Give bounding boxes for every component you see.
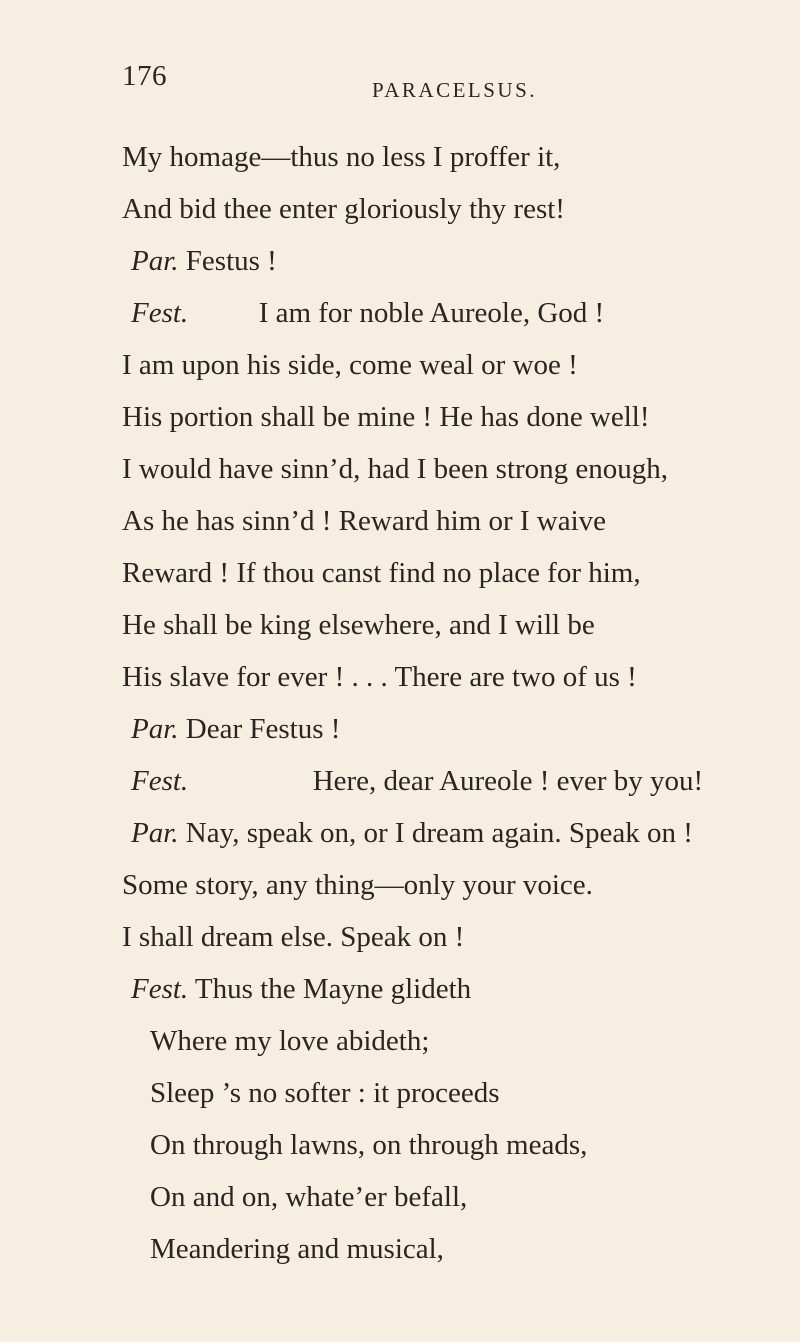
line-text: Meandering and musical, <box>150 1233 444 1265</box>
line-text: Dear Festus ! <box>185 713 341 745</box>
line-text: My homage—thus no less I proffer it, <box>122 141 561 173</box>
dialogue-line <box>131 715 340 744</box>
line-text: I would have sinn’d, had I been strong enough, <box>122 453 669 485</box>
speaker-label: Fest. <box>131 973 189 1005</box>
line-text: He shall be king elsewhere, and I will be <box>122 609 595 641</box>
song-line <box>150 1131 587 1160</box>
dialogue-line <box>131 767 703 796</box>
speaker-label: Fest. <box>131 297 189 329</box>
line-text: Festus ! <box>185 245 277 277</box>
speaker-label: Par. <box>131 245 179 277</box>
line-text: On and on, whate’er befall, <box>150 1181 468 1213</box>
line-text: His portion shall be mine ! He has done well! <box>122 401 650 433</box>
line-text: On through lawns, on through meads, <box>150 1129 588 1161</box>
dialogue-line <box>131 247 277 276</box>
line-text: I shall dream else. Speak on ! <box>122 921 465 953</box>
dialogue-line <box>131 819 693 848</box>
speaker-label: Par. <box>131 817 179 849</box>
line-text: Some story, any thing—only your voice. <box>122 869 593 901</box>
line-text: Here, dear Aureole ! ever by you! <box>312 765 704 797</box>
verse-line <box>122 351 578 380</box>
verse-line <box>122 663 637 692</box>
running-head: PARACELSUS. <box>372 78 538 102</box>
song-line <box>150 1183 467 1212</box>
dialogue-line <box>131 299 604 328</box>
verse-line <box>122 403 650 432</box>
dialogue-line <box>131 975 471 1004</box>
song-line <box>150 1235 444 1264</box>
line-text: I am for noble Aureole, God ! <box>258 297 605 329</box>
line-text: Where my love abideth; <box>150 1025 430 1057</box>
line-text: I am upon his side, come weal or woe ! <box>122 349 578 381</box>
line-text: Thus the Mayne glideth <box>194 973 472 1005</box>
line-text: Sleep ’s no softer : it proceeds <box>150 1077 500 1109</box>
song-line <box>150 1027 429 1056</box>
verse-line <box>122 923 464 952</box>
verse-line <box>122 871 593 900</box>
verse-line <box>122 559 641 588</box>
line-text: As he has sinn’d ! Reward him or I waive <box>122 505 607 537</box>
line-text: Nay, speak on, or I dream again. Speak on ! <box>185 817 693 849</box>
verse-line <box>122 143 560 172</box>
speaker-label: Par. <box>131 713 179 745</box>
page-number: 176 <box>122 60 167 92</box>
line-text: Reward ! If thou canst find no place for him, <box>122 557 641 589</box>
verse-line <box>122 195 565 224</box>
verse-line <box>122 611 595 640</box>
line-text: His slave for ever ! . . . There are two of us ! <box>122 661 637 693</box>
verse-line <box>122 507 606 536</box>
song-line <box>150 1079 500 1108</box>
line-text: And bid thee enter gloriously thy rest! <box>122 193 565 225</box>
verse-line <box>122 455 668 484</box>
speaker-label: Fest. <box>131 765 189 797</box>
